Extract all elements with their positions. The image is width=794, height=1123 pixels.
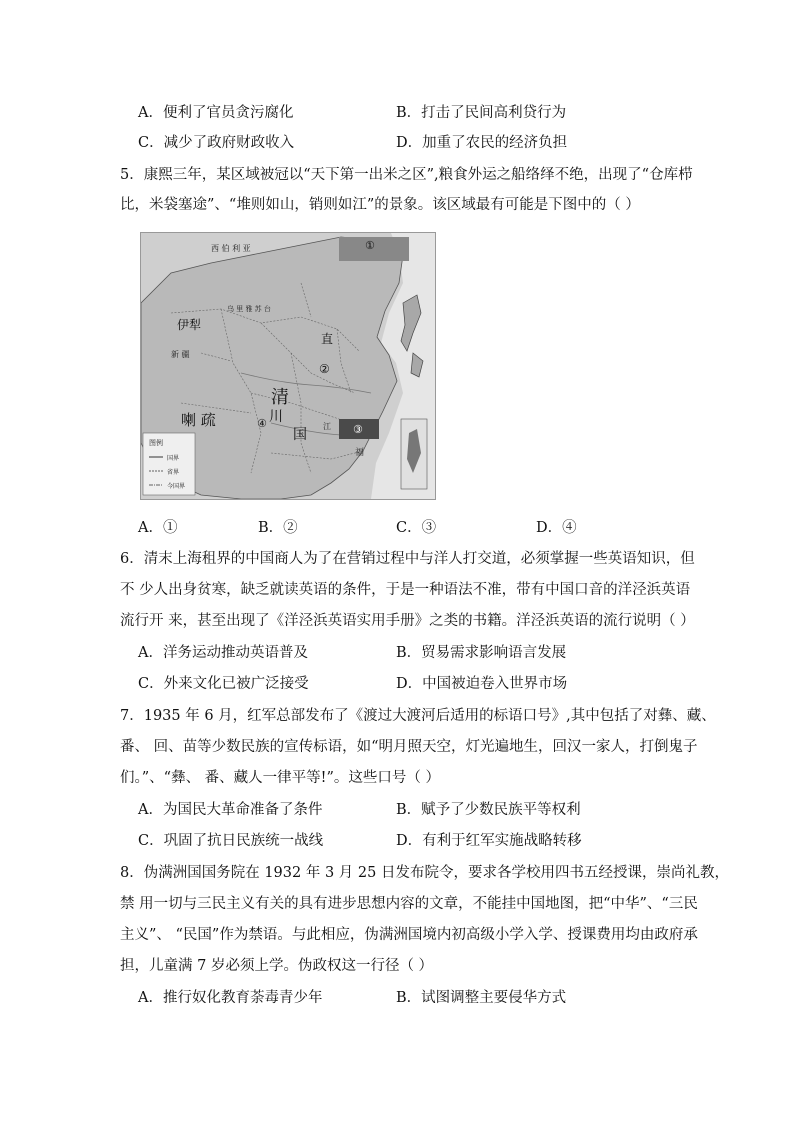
marker-3: ③ — [353, 423, 363, 436]
label-siberia: 西 伯 利 亚 — [211, 244, 251, 253]
q7-option-d: D．有利于红军实施战略转移 — [396, 833, 582, 849]
q7-option-c: C．巩固了抗日民族统一战线 — [138, 833, 324, 849]
q4-options-row-1 — [138, 103, 698, 123]
q7-options-row-2 — [138, 831, 698, 851]
q6-stem-line-2: 不 少人出身贫寒，缺乏就读英语的条件，于是一种语法不准，带有中国口音的洋泾浜英语 — [120, 582, 691, 598]
label-guo: 国 — [293, 427, 307, 443]
label-chuan: 川 — [269, 409, 283, 425]
q5-option-b: B．② — [258, 520, 298, 536]
label-lasa: 喇 疏 — [181, 411, 216, 429]
q5-option-c: C．③ — [396, 520, 437, 536]
q8-stem-line-2: 禁 用一切与三民主义有关的具有进步思想内容的文章，不能挂中国地图，把“中华”、“三民 — [120, 896, 698, 912]
q6-options-row-2 — [138, 674, 698, 694]
legend-item-1: 国界 — [167, 455, 180, 462]
q8-stem-line-3: 主义”、 “民国”作为禁语。与此相应，伪满洲国境内初高级小学入学、授课费用均由政府承 — [120, 927, 698, 943]
q8-stem-line-4: 担，儿童满 7 岁必须上学。伪政权这一行径（ ） — [120, 958, 434, 974]
label-xinjiang: 新 疆 — [171, 350, 190, 359]
q8-stem-line-1: 8．伪满洲国国务院在 1932 年 3 月 25 日发布院令，要求各学校用四书五经授课，崇尚礼教， — [120, 865, 729, 881]
label-jiang: 江 — [323, 422, 331, 431]
marker-1: ① — [365, 239, 375, 252]
q7-stem-line-2: 番、 回、苗等少数民族的宣传标语，如“明月照天空，灯光遍地生，回汉一家人，打倒鬼子 — [120, 739, 698, 755]
legend-item-3: 今国界 — [167, 483, 186, 490]
q5-option-d: D．④ — [536, 520, 577, 536]
q5-stem-line-2: 比，米袋塞途”、“堆则如山，销则如江”的景象。该区域最有可能是下图中的（ ） — [120, 197, 640, 213]
q4-option-c: C．减少了政府财政收入 — [138, 135, 295, 151]
q6-stem-line-3: 流行开 来，甚至出现了《洋泾浜英语实用手册》之类的书籍。洋泾浜英语的流行说明（ ） — [120, 613, 695, 629]
q5-options-row — [138, 518, 698, 538]
label-zhili: 直 — [321, 332, 334, 346]
map-svg — [141, 233, 435, 499]
marker-2: ② — [319, 362, 330, 376]
qing-dynasty-map — [140, 232, 436, 500]
q7-option-b: B．赋予了少数民族平等权利 — [396, 802, 581, 818]
label-mongolia: 乌 里 雅 苏 台 — [227, 305, 271, 313]
label-yili: 伊犁 — [177, 318, 202, 332]
q8-option-b: B．试图调整主要侵华方式 — [396, 990, 567, 1006]
marker-4: ④ — [257, 417, 267, 430]
q4-option-a: A．便利了官员贪污腐化 — [138, 105, 294, 121]
legend-item-2: 省界 — [167, 469, 180, 476]
q6-option-c: C．外来文化已被广泛接受 — [138, 676, 309, 692]
q6-stem-line-1: 6．清末上海租界的中国商人为了在营销过程中与洋人打交道，必须掌握一些英语知识，但 — [120, 551, 695, 567]
q7-stem-line-1: 7．1935 年 6 月，红军总部发布了《渡过大渡河后适用的标语口号》,其中包括了对彝、藏、 — [120, 708, 716, 724]
q5-stem-line-1: 5．康熙三年，某区域被冠以“天下第一出米之区”,粮食外运之船络绎不绝，出现了“仓库栉 — [120, 167, 693, 183]
q7-option-a: A．为国民大革命准备了条件 — [138, 802, 323, 818]
q4-option-d: D．加重了农民的经济负担 — [396, 135, 568, 151]
q6-options-row-1 — [138, 643, 698, 663]
legend-title: 图例 — [149, 439, 163, 447]
q4-options-row-2 — [138, 133, 698, 153]
q7-options-row-1 — [138, 800, 698, 820]
label-fu: 福 — [355, 448, 365, 458]
q8-option-a: A．推行奴化教育荼毒青少年 — [138, 990, 323, 1006]
q7-stem-line-3: 们。”、“彝、 番、藏人一律平等!”。这些口号（ ） — [120, 770, 441, 786]
q5-option-a: A．① — [138, 520, 178, 536]
q4-option-b: B．打击了民间高利贷行为 — [396, 105, 567, 121]
label-qing: 清 — [271, 387, 289, 408]
q6-option-b: B．贸易需求影响语言发展 — [396, 645, 567, 661]
q6-option-d: D．中国被迫卷入世界市场 — [396, 676, 568, 692]
q6-option-a: A．洋务运动推动英语普及 — [138, 645, 308, 661]
q8-options-row-1 — [138, 988, 698, 1008]
